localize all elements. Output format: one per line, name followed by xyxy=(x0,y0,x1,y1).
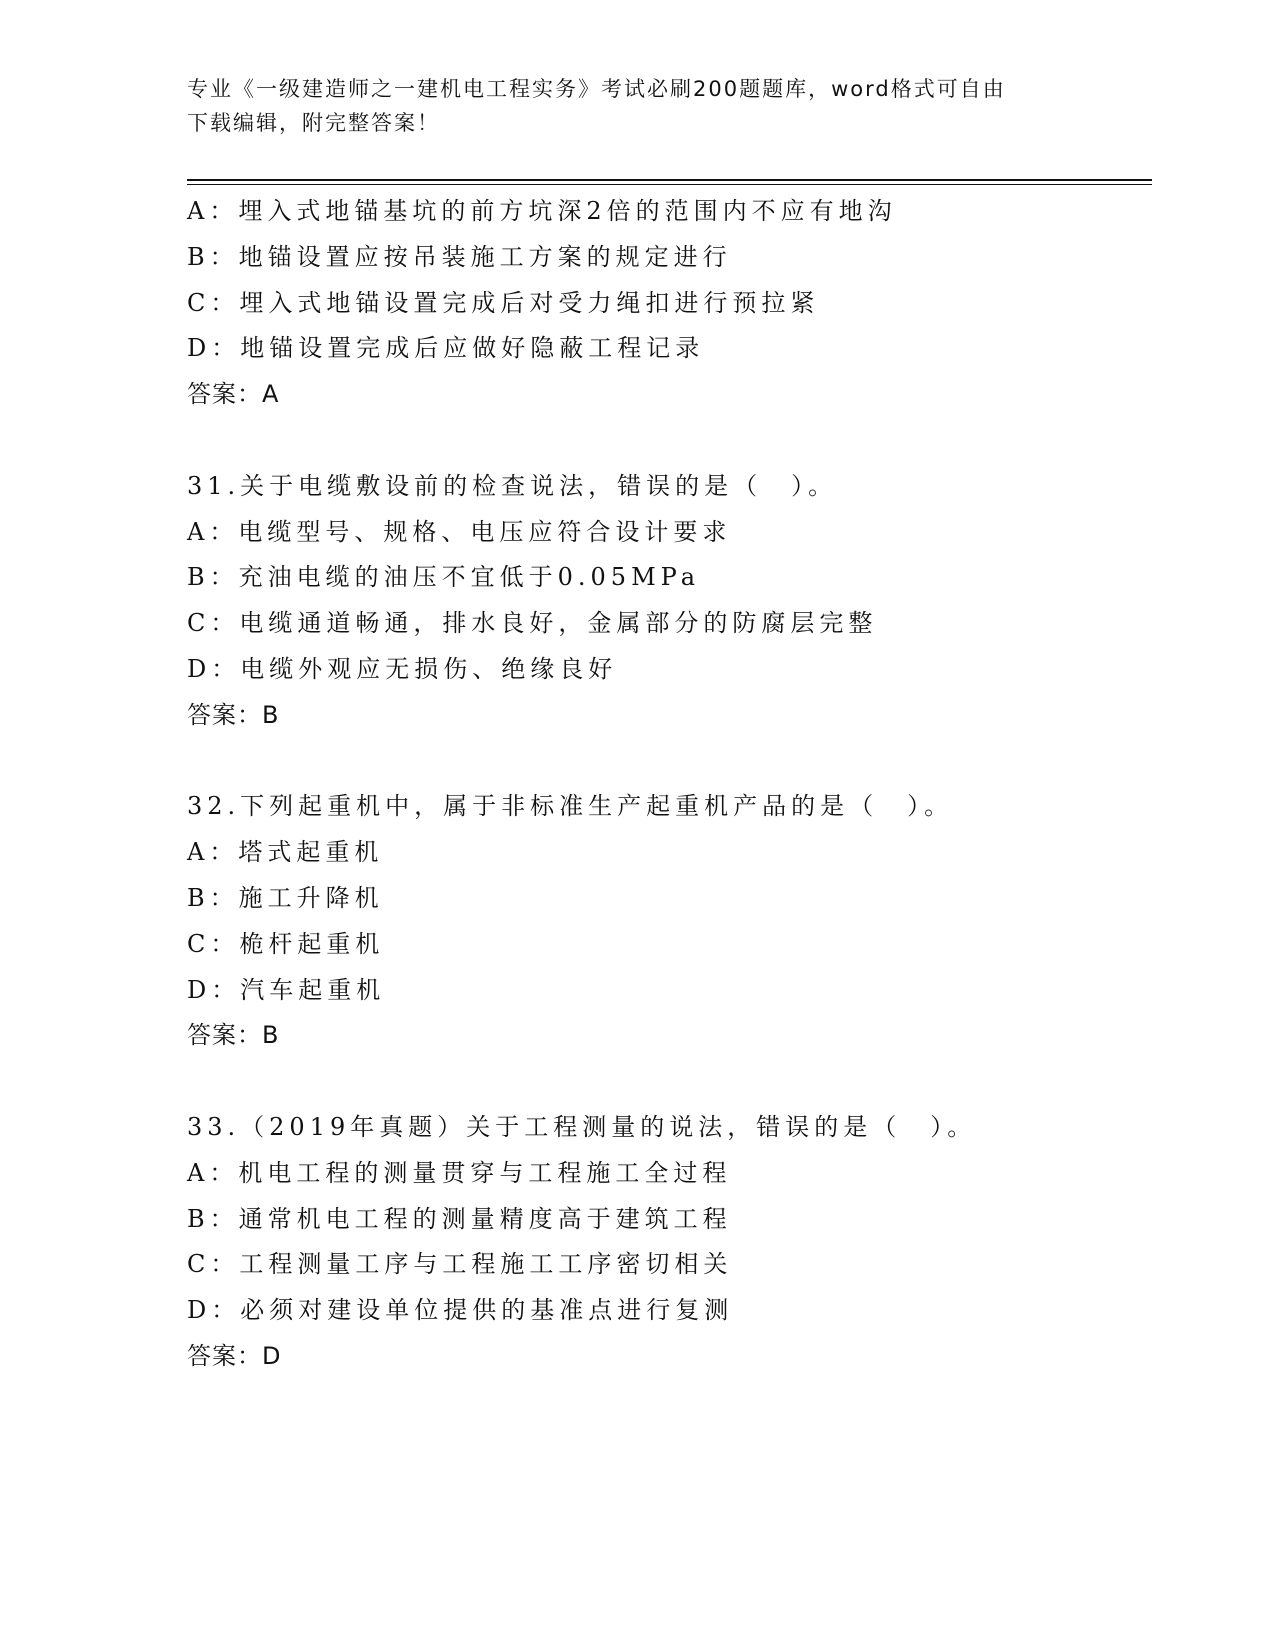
spacer xyxy=(187,418,1152,464)
option-a: A：塔式起重机 xyxy=(187,838,384,867)
option-c: C：桅杆起重机 xyxy=(187,929,385,958)
question-block-31 xyxy=(187,464,1152,739)
option-a: A：机电工程的测量贯穿与工程施工全过程 xyxy=(187,1158,732,1187)
option-c: C：电缆通道畅通，排水良好，金属部分的防腐层完整 xyxy=(187,609,878,638)
document-header xyxy=(187,72,1067,140)
answer-label: 答案：D xyxy=(187,1341,282,1370)
option-b: B：充油电缆的油压不宜低于0.05MPa xyxy=(187,563,701,592)
option-b: B：通常机电工程的测量精度高于建筑工程 xyxy=(187,1204,732,1233)
spacer xyxy=(187,739,1152,785)
question-stem: 31.关于电缆敷设前的检查说法，错误的是（ ）。 xyxy=(187,471,838,500)
option-a: A：埋入式地锚基坑的前方坑深2倍的范围内不应有地沟 xyxy=(187,197,897,225)
option-b: B：地锚设置应按吊装施工方案的规定进行 xyxy=(187,242,732,271)
question-block-32 xyxy=(187,784,1152,1059)
answer-label: 答案：A xyxy=(187,380,280,409)
option-a: A：电缆型号、规格、电压应符合设计要求 xyxy=(187,517,732,546)
answer-label: 答案：B xyxy=(187,700,280,729)
question-block-33 xyxy=(187,1105,1152,1380)
header-divider-thick xyxy=(187,179,1152,181)
question-stem: 32.下列起重机中，属于非标准生产起重机产品的是（ ）。 xyxy=(187,792,954,821)
option-c: C：埋入式地锚设置完成后对受力绳扣进行预拉紧 xyxy=(187,288,820,317)
spacer xyxy=(187,1059,1152,1105)
option-c: C：工程测量工序与工程施工工序密切相关 xyxy=(187,1250,733,1279)
option-d: D：地锚设置完成后应做好隐蔽工程记录 xyxy=(187,334,705,363)
header-divider-thin xyxy=(187,184,1152,185)
header-line-2: 下载编辑，附完整答案！ xyxy=(187,111,440,135)
option-d: D：必须对建设单位提供的基准点进行复测 xyxy=(187,1296,734,1325)
option-d: D：汽车起重机 xyxy=(187,975,386,1004)
option-d: D：电缆外观应无损伤、绝缘良好 xyxy=(187,654,618,683)
question-block-30 xyxy=(187,189,1152,418)
question-stem: 33.（2019年真题）关于工程测量的说法，错误的是（ ）。 xyxy=(187,1112,977,1141)
header-line-1: 专业《一级建造师之一建机电工程实务》考试必刷200题题库，word格式可自由 xyxy=(187,77,1006,101)
answer-label: 答案：B xyxy=(187,1021,280,1050)
option-b: B：施工升降机 xyxy=(187,883,384,912)
question-list xyxy=(187,189,1152,1380)
